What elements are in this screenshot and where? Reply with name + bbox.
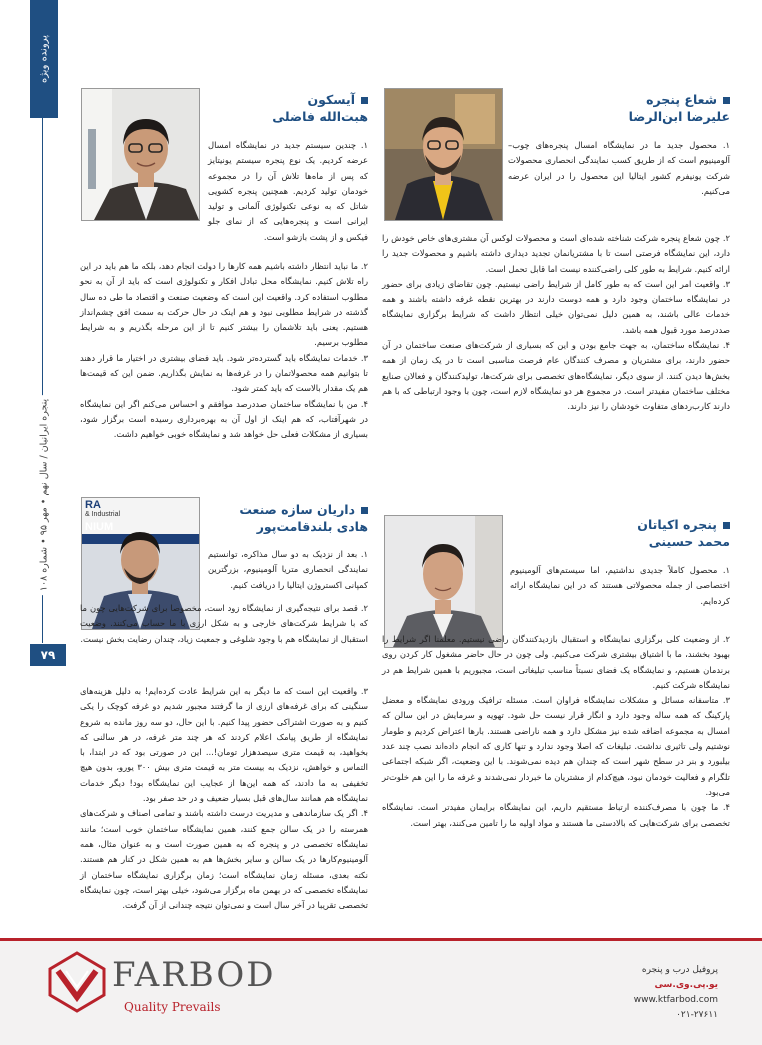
- person-name: علیرضا ابن‌الرضا: [628, 109, 730, 124]
- person-name: محمد حسینی: [648, 534, 730, 549]
- paragraph: ۴. من با نمایشگاه ساختمان صددرصد موافقم و احساس می‌کنم اگر این نمایشگاه در شهرآفتاب، که هم اینک از اول آن به بهره‌برداری رسیده است برگزار شود، بسیاری از مشکلات فعلی حل خواهد شد و نمایشگاه خوبی خواهیم داشت.: [80, 398, 368, 440]
- footer-contact-info: [634, 963, 718, 1023]
- section-header-daryan: [210, 502, 368, 535]
- person-name: هادی بلندقامت‌پور: [256, 519, 368, 534]
- person-name: هبت‌الله فاضلی: [272, 109, 368, 124]
- section-header-pekatan: [520, 517, 730, 550]
- paragraph-pekatan-intro: ۱. محصول کاملاً جدیدی نداشتیم، اما سیستم‌های آلومینیوم اختصاصی از جمله محصولاتی هستند که در این نمایشگاه ارائه کرده‌ایم.: [510, 565, 730, 606]
- paragraph: ۲. چون شعاع پنجره شرکت شناخته شده‌ای است و محصولات لوکس آن مشتری‌های خاص خودش را دارد، این نمایشگاه فرصتی است تا با مشتریانمان تجدید دیداری داشته باشیم و محصولات جدید را ارائه کنیم. شرایط به طور کلی راضی‌کننده نیست اما قابل تحمل است.: [382, 233, 730, 274]
- company-name: آیسکون: [307, 92, 355, 107]
- portrait-photo-ayscon: [81, 88, 200, 221]
- company-name: پنجره اکیاتان: [637, 517, 717, 532]
- portrait-photo-shoja: [384, 88, 503, 221]
- body-text-pekatan: [382, 632, 730, 831]
- page-number: ۷۹: [30, 644, 66, 666]
- issue-caption: [30, 330, 58, 660]
- paragraph: ۲. از وضعیت کلی برگزاری نمایشگاه و استقبال بازدیدکنندگان راضی نیستیم. معلمنا اگر شرایط را بهبود بخشند، ما با اشتیاق بیشتری شرکت می‌کنیم. ولی چون در حال حاضر مشغول کار کردن روی برندمان هستیم، و نمایشگاه یک فضای نسبتاً مناسب تبلیغاتی است، مجبوریم با همین شرایط هم در نمایشگاه شرکت کنیم.: [382, 634, 730, 690]
- paragraph: ۳. واقعیت این است که ما دیگر به این شرایط عادت کرده‌ایم! به دلیل هزینه‌های سنگینی که برای غرفه‌های ارزی از ما گرفتند مجبور شدیم دو غرفه کوچک را یکی کنیم و به صورت اشتراکی حضور پیدا کنیم. با این حال، دو سه روز مانده به شروع نمایشگاه از طریق پیامک اعلام کردند که هر چند متر غرفه، در هر سالنی که بخواهید، به قیمت متری سیصدهزار تومان!... این در صورتی بود که در ابتدا، با التماس و خواهش، نزدیک به بیست متر به قیمت متری بیش ۳۰۰ یورو، بدون هیچ تخفیفی به ما دادند، که همه این‌ها از عجایب این نمایشگاه بود! دیگر خدمات نمایشگاه هم همانند سال‌های قبل بسیار ضعیف و در حد صفر بود.: [80, 686, 368, 804]
- website-link[interactable]: www.ktfarbod.com: [633, 995, 718, 1005]
- photo-sign-text: RA & Industrial NIUM: [85, 499, 121, 533]
- section-tab-label: پرونده ویژه: [38, 35, 50, 83]
- issue-caption-text: پنجره ایرانیان / سال نهم • مهر ۹۵ • شماره ۱۰۸: [39, 395, 50, 595]
- product-line: پروفیل درب و پنجره: [641, 965, 718, 975]
- paragraph: ۴. نمایشگاه ساختمان، به جهت جامع بودن و این که بسیاری از شرکت‌های صنعت ساختمان در آن حضور دارند، برای مشتریان و مصرف کنندگان عام فرصت مناسبی است تا در یک زمان از همه بخش‌ها دیدن کنند. از سوی دیگر، نمایشگاه‌های تخصصی برای شرکت‌ها، تولیدکنندگان و فعالان صنایع مختلف ساختمان مفیدتر است. در مجموع هر دو نمایشگاه لازم است، چون با وجود ارتباطی که با هم دارند کارب‌ردهای متفاوت خودشان را نیز دارند.: [382, 340, 730, 412]
- body-text-ayscon: [80, 259, 368, 443]
- section-bullet-icon: [723, 522, 730, 529]
- paragraph-ayscon-intro: ۱. چندین سیستم جدید در نمایشگاه امسال عرضه کردیم. یک نوع پنجره سیستم یونیتایز که پس از ماه‌ها تلاش آن را در مجموعه خودمان تولید کردیم. همچنین پنجره کشویی شاتل که به نوعی تکنولوژی آلمانی و تولید ایرانی است و پنجره‌هایی که از نمای جلو فیکس و از پشت بازشو است.: [208, 140, 368, 242]
- paragraph: ۲. ما نباید انتظار داشته باشیم همه کارها را دولت انجام دهد، بلکه ما هم باید در این راه تلاش کنیم. نمایشگاه محل تبادل افکار و تکنولوژی است که باید از آن به نحو مطلوب استفاده کرد. واقعیت این است که وضعیت صنعت و اقتصاد ما طی ده سال گذشته در شرایط مطلوبی نبود و هم اینک در حال حرکت به سمت افق چشم‌انداز هستیم. یعنی باید تلاشمان را بیشتر کنیم تا از این مرحله بگذریم و به شرایط مطلوب برسیم.: [80, 261, 368, 348]
- body-text-daryan: [80, 684, 368, 913]
- paragraph-shoja-intro: ۱. محصول جدید ما در نمایشگاه امسال پنجره‌های چوب–آلومینیوم است که از طریق کسب نمایندگی انحصاری محصولات شرکت یونیفرم کشور ایتالیا این محصول را در ایران عرضه می‌کنیم.: [508, 140, 730, 196]
- paragraph: ۳. واقعیت امر این است که به طور کامل از شرایط راضی نیستیم. چون تقاضای زیادی برای حضور در نمایشگاه ساختمان وجود دارد و همه دوست دارند در بهترین نقطه غرفه داشته باشند و همه خدمات عالی باشند، به همین دلیل نمی‌توان خیلی انتظار داشت که شرایط برگزاری نمایشگاه صددرصد مورد قبول همه باشد.: [382, 278, 730, 335]
- company-name: داریان سازه صنعت: [239, 502, 355, 517]
- paragraph: ۳. متاسفانه مسائل و مشکلات نمایشگاه فراوان است. مسئله ترافیک ورودی نمایشگاه و معضل پارکینگ که همه ساله وجود دارد و انگار قرار نیست حل شود. تهویه و سرمایش در این سالن که امسال به مجموعه اضافه شده نیز مشکل دارد و همه ناراضی هستند. بارها اعتراض کردیم و طومار نوشتیم ولی تاثیری نداشت. تبلیغات که اصلا وجود ندارد و تنها کاری که انجام داده‌اند نصب چند عدد بیلبورد و بنر در سطح شهر است که چندان هم دیده نمی‌شوند. با این وضعیت، اگر شبکه اجتماعی تلگرام و فعالیت خودمان نبود، هیچ‌کدام از مشتریان ما خبردار نمی‌شدند و غرفه ما را این هم خلوت‌تر می‌بود.: [382, 695, 730, 797]
- paragraph: ۴. اگر یک سازماندهی و مدیریت درست داشته باشند و تمامی اصناف و شرکت‌های همرسته را در یک سالن جمع کنند، همین نمایشگاه ساختمان خوب است؛ مانند نمایشگاه تخصصی در و پنجره که به همین صورت است و به عنوان مثال، همه آلومینیوم‌کارها در یک سالن و سایر بخش‌ها هم به همین شکل در کنار هم هستند. نکته بعدی، مسئله زمان نمایشگاه است؛ زمان برگزاری نمایشگاه ساختمان از نمایشگاه تخصصی که در بهمن ماه برگزار می‌شود، خیلی بهتر است، چون نمایشگاه تخصصی تقریبا در آخر سال است و نمی‌توان نتیجه چندانی از آن گرفت.: [80, 808, 368, 911]
- body-text-shoja: [382, 231, 730, 415]
- paragraph-daryan-intro: ۱. بعد از نزدیک به دو سال مذاکره، توانستیم نمایندگی انحصاری متریا آلومینیوم، بزرگترین کمپانی اکستروژن ایتالیا را دریافت کنیم.: [208, 549, 368, 590]
- phone-number: ۰۲۱-۲۷۶۱۱: [676, 1010, 718, 1020]
- portrait-photo-pekatan: [384, 515, 503, 648]
- paragraph-daryan-intro-2: ۲. قصد برای نتیجه‌گیری از نمایشگاه زود است، مخصوصا برای شرکت‌هایی چون ما که با شرایط شرکت‌های خارجی و به شکل ارزی با ما حساب می‌کنند. وضعیت استقبال از نمایشگاه هم با وجود شلوغی و جمعیت زیاد، چندان رضایت بخش نیست.: [80, 603, 368, 644]
- footer-advertisement: [0, 941, 762, 1045]
- company-name: شعاع پنجره: [646, 92, 717, 107]
- farbod-logo-icon: [48, 951, 106, 1013]
- section-tab: [30, 0, 58, 118]
- section-bullet-icon: [361, 507, 368, 514]
- paragraph: ۳. خدمات نمایشگاه باید گسترده‌تر شود. باید فضای بیشتری در اختیار ما قرار دهند تا بتوانیم همه محصولاتمان را در غرفه‌ها به نمایش بگذاریم. ضمن این که قیمت‌ها هم یک مقدار بالاست که باید کمتر شود.: [80, 352, 368, 394]
- section-bullet-icon: [723, 97, 730, 104]
- section-header-ayscon: [210, 92, 368, 125]
- brand-name: FARBOD: [112, 955, 276, 995]
- paragraph: ۴. ما چون با مصرف‌کننده ارتباط مستقیم داریم، این نمایشگاه برایمان مفیدتر است. نمایشگاه تخصصی برای شرکت‌هایی که بالادستی ما هستند و مواد اولیه ما را تامین می‌کنند، بهتر است.: [382, 802, 730, 828]
- system-line: یو.پی.وی.سی: [654, 980, 718, 990]
- section-header-shoja: [520, 92, 730, 125]
- brand-tagline: Quality Prevails: [124, 1000, 221, 1014]
- section-bullet-icon: [361, 97, 368, 104]
